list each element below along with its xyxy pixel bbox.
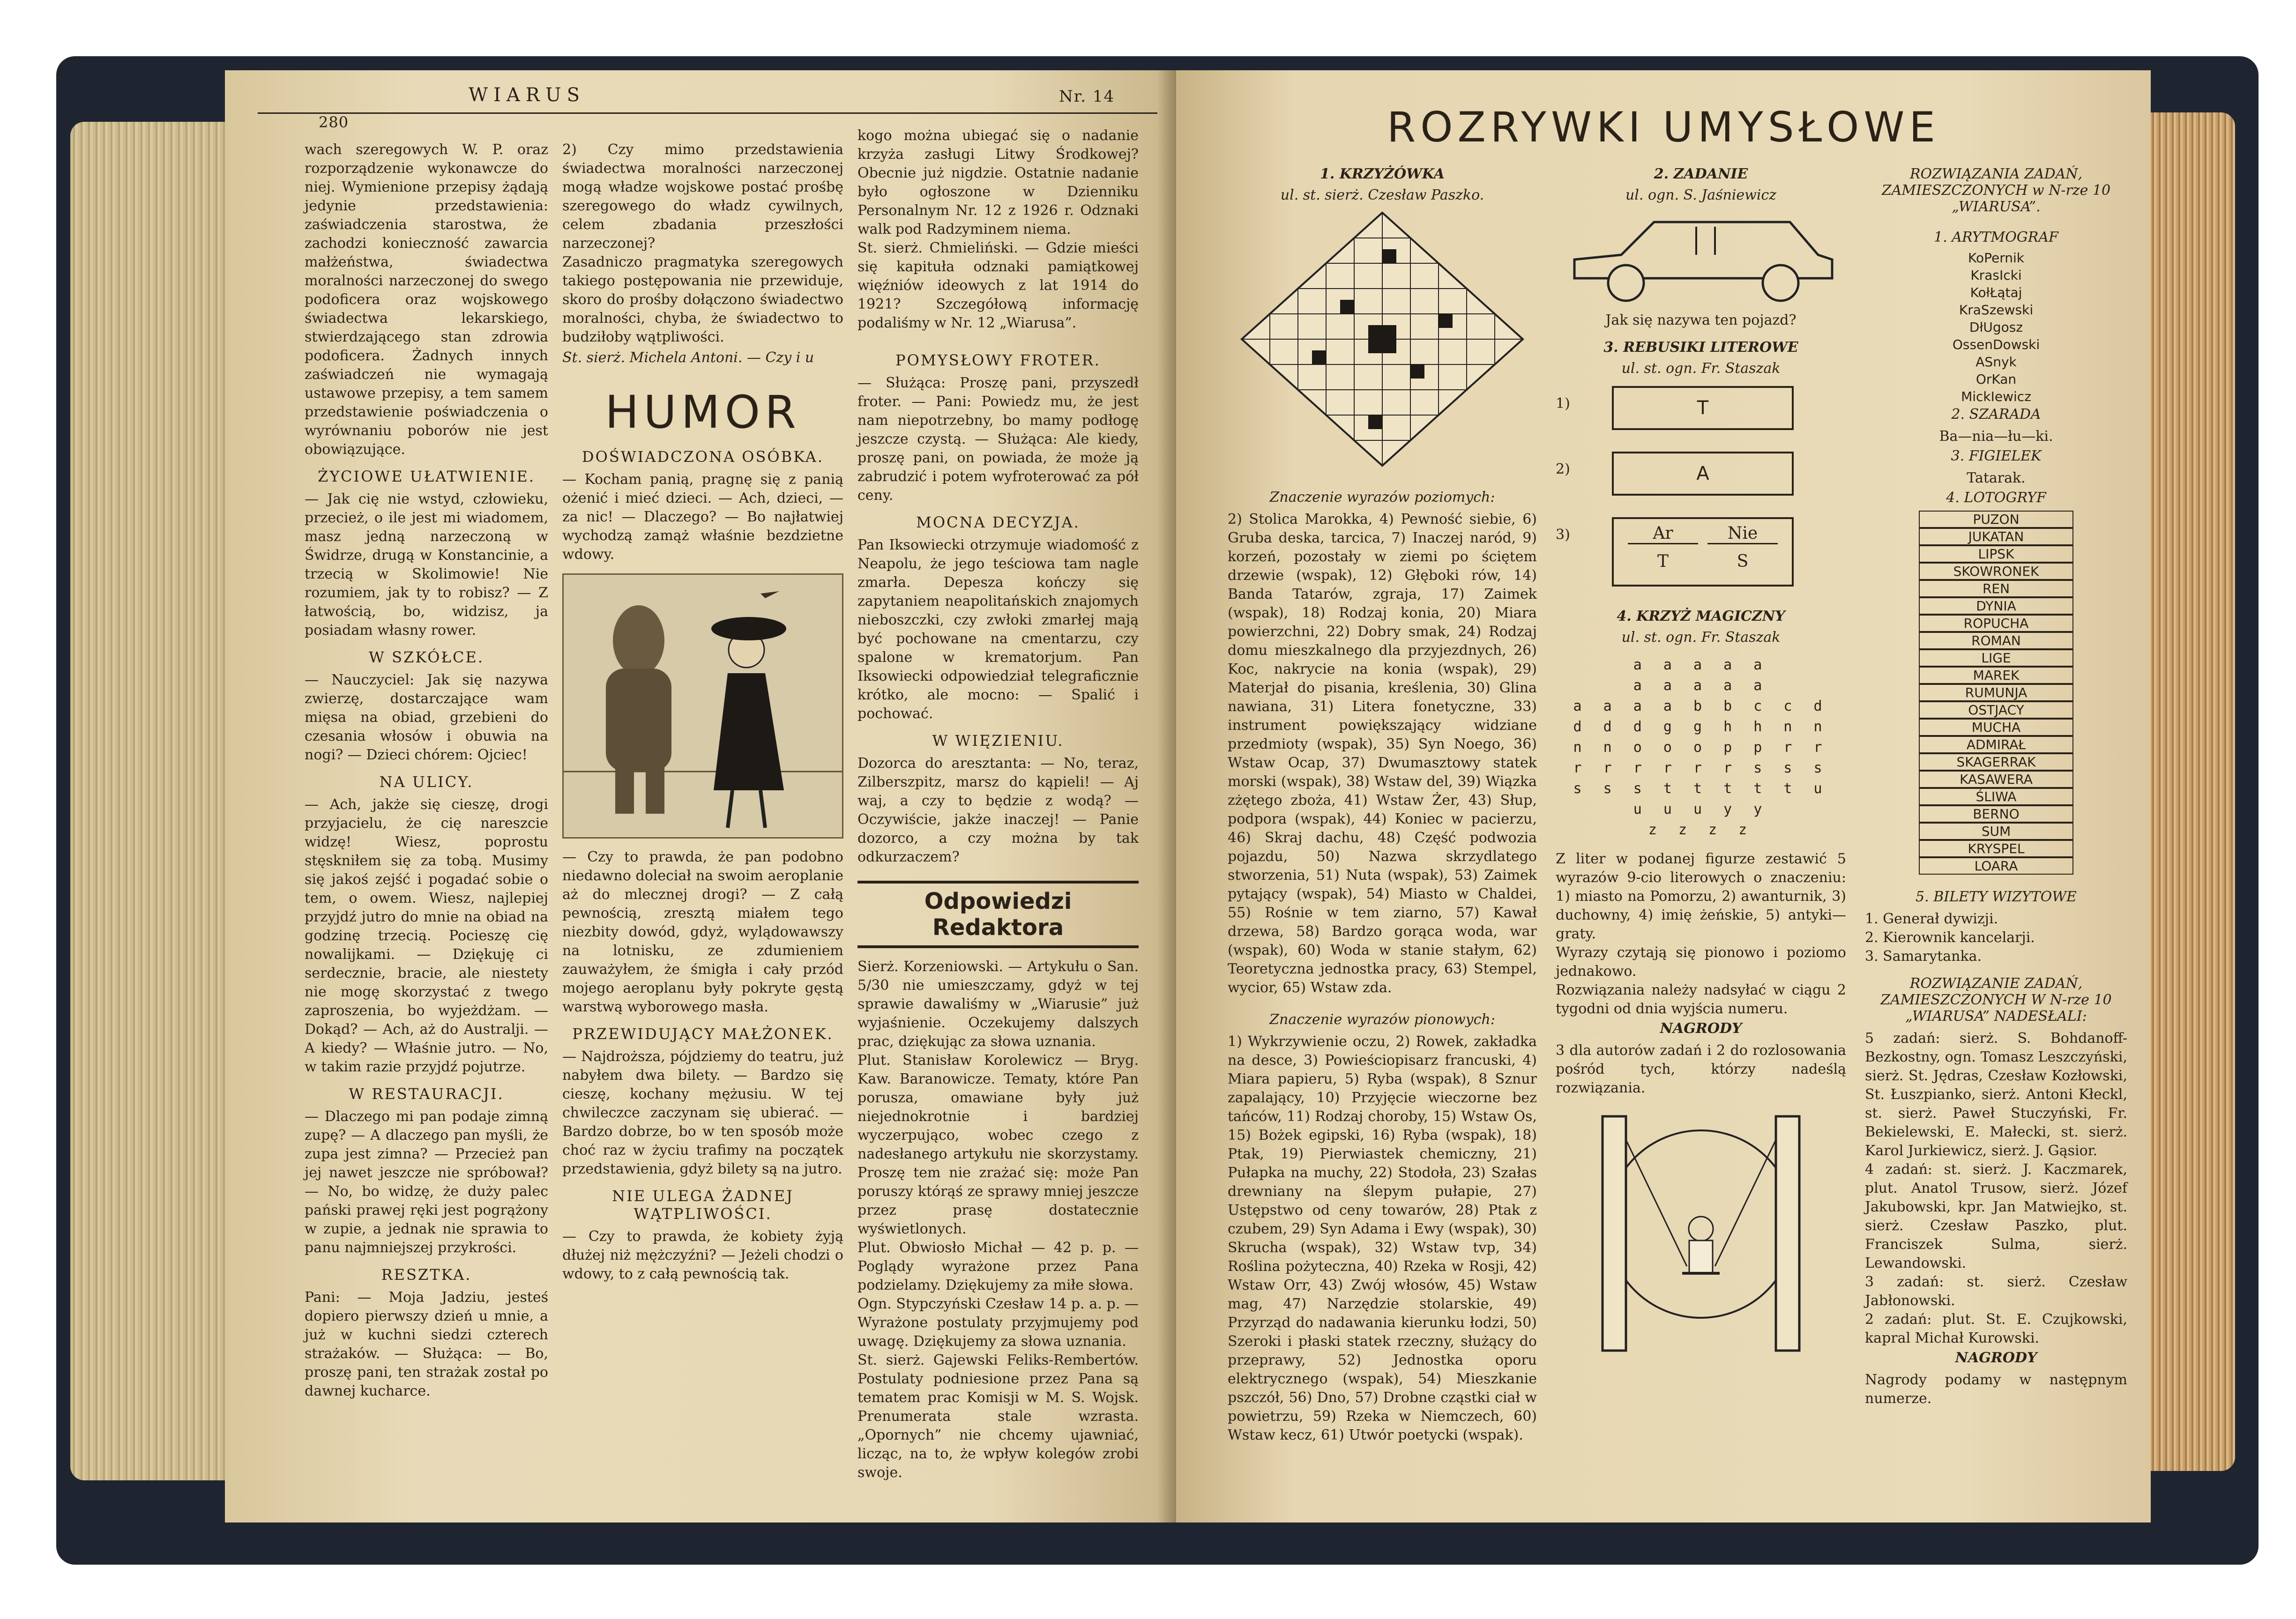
letter-row: a a a a a (1633, 677, 1769, 694)
joke-heading: W SZKÓŁCE. (369, 648, 484, 666)
letter-row: d d d g g h h n n (1573, 719, 1829, 735)
left-page (225, 70, 1176, 1522)
puzzle-heading: 3. REBUSIKI LITEROWE (1603, 339, 1798, 356)
solution-title: 1. ARYTMOGRAF (1934, 229, 2058, 245)
joke-text: — Czy to prawda, że pan podobno niedawno doleciał na swoim aeroplanie aż do mlecznej drogi? — Z całą pewnością, zresztą miałem tego niezbity dowód, gdyż, wylądowawszy na lotnisku, ze zdumieniem zauważyłem, że śmigła i cały przód mojego aeroplanu były pokryte gęstą warstwą wyborowego masła. (562, 849, 843, 1015)
rebus-box-fraction (1612, 517, 1794, 587)
clues-text: 1) Wykrzywienie oczu, 2) Rowek, zakładka na desce, 3) Powieściopisarz francuski, 4) Miara papieru, 5) Ryba (wspak), 8 Sznur zapalający, 10) Przyjęcie wieczorne bez tańców, 11) Rodzaj choroby, 15) Wstaw Os, 15) Bożek egipski, 16) Ryba (wspak), 18) Ptak, 19) Pierwiastek chemiczny, 21) Pułapka na muchy, 22) Stodoła, 23) Szałas drewniany na ślepym pułapie, 27) Ustępstwo od ceny towarów, 28) Ptak z czubem, 29) Syn Adama i Ewy (wspak), 30) Skrucha (wspak), 32) Wstaw tvp, 34) Roślina pożyteczna, 40) Rzeka w Rosji, 42) Wstaw Orr, 43) Zwój włosów, 45) Wstaw mag, 47) Narzędzie stolarskie, 49) Przyrząd do nadawania kierunku łodzi, 50) Szeroki i płaski statek rzeczny, służący do przeprawy, 52) Jednostka oporu elektrycznego (wspak), 54) Mieszkanie pszczół, 56) Dno, 57) Drobne cząstki ciał w powietrzu, 59) Rzeka w Niemczech, 60) Wstaw kecz, 61) Utwór poetycki (wspak). (1228, 1033, 1537, 1443)
solvers-text: 5 zadań: sierż. S. Bohdanoff-Bezkostny, ogn. Tomasz Leszczyński, sierż. St. Jędras, Czesław Kozłowski, St. Łuszpianko, sierż. Antoni Kłeckl, st. sierż. Paweł Stuczyński, Fr. Bekielewski, E. Małecki, st. sierż. Karol Jurkiewicz, sierż. J. Gąsior. (1865, 1030, 2127, 1159)
rebus-number: 2) (1556, 461, 1570, 477)
lotogryf-word: MAREK (1919, 667, 2073, 684)
crossword-diamond (1228, 208, 1537, 470)
solution-title: 5. BILETY WIZYTOWE (1916, 889, 2077, 905)
joke-heading: POMYSŁOWY FROTER. (895, 351, 1101, 369)
joke-heading: ŻYCIOWE UŁATWIENIE. (318, 468, 535, 485)
joke-text: — Jak cię nie wstyd, człowieku, przecież, o ile jest mi wiadomem, masz jedną narzeczoną w Świdrze, drugą w Konstancinie, a trzecią w Skolimowie! Nie rozumiem, jak ty to robisz? — Z łatwością, bo, widzisz, ja posiadam własny rower. (305, 491, 548, 639)
joke-text: — Kocham panią, pragnę się z panią ożenić i mieć dzieci. — Ach, dzieci, — za nic! — Dlaczego? — Bo najłatwiej wychodzą zamąż właśnie bezdzietne wdowy. (562, 471, 843, 563)
rebus-number: 3) (1556, 527, 1570, 543)
intro-text: wach szeregowych W. P. oraz rozporządzenie wykonawcze do niej. Wymienione przepisy żądają jedynie przedstawienia: zaświadczenia starostwa, że zachodzi konieczność zawarcia małżeństwa, świadectwa moralności narzeczonej do swego podoficera oraz wojskowego świadectwa lekarskiego, stwierdzającego stan zdrowia podoficera. Żadnych innych zaświadczeń nie wymagają ustawowe przepisy, a tem samem przedstawienie poświadczenia o wyrównaniu poborów nie jest obowiązujące. (305, 141, 548, 458)
rebus-part: S (1737, 552, 1749, 571)
cartoon-drawing (564, 575, 842, 834)
prizes-heading: NAGRODY (1660, 1020, 1742, 1037)
rebus-part: Nie (1707, 524, 1778, 544)
joke-heading: RESZTKA. (381, 1266, 472, 1284)
solution-text: 2. Kierownik kancelarji. (1865, 929, 2035, 946)
solution-text: 1. Generał dywizji. (1865, 911, 1998, 927)
page-number: 280 (319, 113, 349, 131)
magic-cross-letters (1556, 655, 1846, 840)
cartoon-illustration (562, 573, 843, 839)
puzzle-text: Rozwiązania należy nadsyłać w ciągu 2 tygodni od dnia wyjścia numeru. (1556, 982, 1846, 1017)
answer-text: 2) Czy mimo przedstawienia świadectwa moralności narzeczonej mogą władze wojskowe postać prośbę szeregowego do władz cywilnych, celem zbadania przeszłości narzeczonej? (562, 141, 843, 252)
swing-drawing (1556, 1112, 1846, 1355)
joke-heading: W WIĘZIENIU. (932, 732, 1064, 750)
joke-text: Pan Iksowiecki otrzymuje wiadomość z Neapolu, że jego teściowa tam nagle zmarła. Depesza kończy się zapytaniem neapolitańskich znajomych nieboszczki, czy zwłoki zmarłej mają być pochowane na cmentarzu, czy spalone w krematorjum. Pan Iksowiecki odpowiedział telegraficznie krótko, ale mocno: — Spalić i pochować. (857, 537, 1139, 722)
clues-text: 2) Stolica Marokka, 4) Pewność siebie, 6) Gruba deska, tarcica, 7) Inaczej naród, 9) korzeń, pozostały w ziemi po ściętem drzewie (wspak), 12) Głęboki rów, 14) Banda Tatarów, zgraja, 17) Zaimek (wspak), 18) Rodzaj konia, 20) Miara powierzchni, 22) Dobry smak, 24) Rodzaj domu mieszkalnego dla przyjezdnych, 26) Koc, nakrycie na konia (wspak), 29) Materjał do pisania, kreślenia, 30) Glina nawiana, 31) Litera fonetyczne, 33) instrument powiększający widziane przedmioty (wspak), 35) Syn Noego, 36) Wstaw Ocap, 37) Dwumasztowy statek morski (wspak), 38) Wstaw del, 39) Wiązka zżętego zboża, 41) Wstaw Żer, 43) Słup, podpora (wspak), 44) Koniec w pacierzu, 46) Skraj dachu, 48) Część podwozia pojazdu, 50) Nazwa skrzydlatego stworzenia, 51) Nuta (wspak), 53) Zaimek pytający (wspak), 54) Miasto w Chaldei, 55) Rośnie w tem ziarno, 57) Kawał drzewa, 58) Bardzo gorąca woda, war (wspak), 60) Woda w stanie stałym, 62) Teoretyczna jednostka pracy, 63) Stempel, wycior, 65) Wstaw zda. (1228, 511, 1537, 996)
lotogryf-word: SKOWRONEK (1919, 563, 2073, 580)
puzzle-heading: 1. KRZYŻÓWKA (1320, 166, 1445, 182)
joke-text: — Dlaczego mi pan podaje zimną zupę? — A dlaczego pan myśli, że zupa jest zimna? — Przecież pan jej nawet jeszcze nie spróbował? — No, bo widzę, że duży palec pański prawej ręki jest pogrążony w zupie, a jednak nie sprawia to panu najmniejszej przykrości. (305, 1108, 548, 1256)
joke-text: — Nauczyciel: Jak się nazywa zwierzę, dostarczające wam mięsa na obiad, grzebieni do czesania włosów i obuwia na nogi? — Dzieci chórem: Ojciec! (305, 672, 548, 763)
joke-heading: DOŚWIADCZONA OSÓBKA. (581, 448, 824, 466)
left-col-2 (562, 141, 843, 1284)
right-col-3 (1865, 164, 2127, 1408)
left-col-1 (305, 141, 548, 1401)
solvers-text: 4 zadań: st. sierż. J. Kaczmarek, plut. Anatol Trusow, sierż. Józef Jakubowski, kpr. Jan Matwiejko, st. sierż. Czesław Paszko, plut. Franciszek Sulma, sierż. Lewandowski. (1865, 1161, 2127, 1271)
lotogryf-word: MUCHA (1919, 719, 2073, 736)
arytmograf-word: MickIewicz (1961, 389, 2031, 404)
joke-text: — Ach, jakże się cieszę, drogi przyjacielu, że cię nareszcie widzę! Wiesz, poprostu stęskniłem się za tobą. Musimy się jakoś zejść i pogadać sobie o tem, o owem. Wiesz, najlepiej przyjdź jutro do mnie na obiad na godzinę trzecią. Pocieszę cię nowalijkami. — Dziękuję ci serdecznie, bracie, ale niestety nie mogę skorzystać z twego zaproszenia, bo wyjeżdżam. — Dokąd? — Ach, aż do Australji. — A kiedy? — Właśnie jutro. — No, w takim razie przyjdź pojutrze. (305, 796, 548, 1075)
rebus-box: T (1612, 386, 1794, 430)
puzzle-author: ul. st. sierż. Czesław Paszko. (1280, 187, 1484, 203)
arytmograf-word: KraSzewski (1959, 302, 2034, 318)
joke-heading: MOCNA DECYZJA. (916, 513, 1080, 531)
joke-heading: W RESTAURACJI. (349, 1085, 504, 1103)
answer-text: Plut. Obwiosło Michał — 42 p. p. — Poglądy wyrażone przez Pana podzielamy. Dziękujemy za miłe słowa. (857, 1240, 1139, 1293)
clues-heading: Znaczenie wyrazów pionowych: (1269, 1011, 1495, 1028)
puzzle-question: Jak się nazywa ten pojazd? (1605, 312, 1797, 328)
header-title: WIARUS (469, 84, 586, 106)
lotogryf-word: OSTJACY (1919, 701, 2073, 719)
prizes-heading: NAGRODY (1955, 1350, 2037, 1366)
car-drawing (1556, 208, 1846, 311)
lotogryf-word: REN (1919, 580, 2073, 597)
rebus-part: T (1657, 552, 1669, 571)
page-title: ROZRYWKI UMYSŁOWE (1387, 103, 1940, 151)
editor-answers-title: Odpowiedzi Redaktora (857, 881, 1139, 948)
lotogryf-word: SUM (1919, 823, 2073, 840)
rebus-box: A (1612, 452, 1794, 496)
puzzle-heading: 4. KRZYŻ MAGICZNY (1617, 608, 1785, 624)
puzzle-text: Z liter w podanej figurze zestawić 5 wyrazów 9-cio literowych o znaczeniu: 1) miasto na Pomorzu, 2) awanturnik, 3) duchowny, 4) imię żeńskie, 5) antyki—graty. (1556, 851, 1846, 942)
lotogryf-word: JUKATAN (1919, 528, 2073, 545)
arytmograf-word: OrKan (1975, 371, 2017, 387)
clues-heading: Znaczenie wyrazów poziomych: (1269, 489, 1495, 505)
solution-text: Tatarak. (1967, 470, 2026, 486)
solvers-text: 2 zadań: plut. St. E. Czujkowski, kapral Michał Kurowski. (1865, 1311, 2127, 1346)
right-col-2 (1556, 164, 1846, 1355)
letter-row: u u u y y (1633, 801, 1769, 817)
left-col-3 (857, 126, 1139, 1482)
solution-text: 3. Samarytanka. (1865, 948, 1982, 965)
answer-text: Ogn. Stypczyński Czesław 14 p. a. p. — Wyrażone postulaty przyjmujemy pod uwagę. Dziękujemy za słowa uznania. (857, 1296, 1139, 1350)
arytmograf-word: KoPernik (1968, 250, 2024, 266)
solution-title: 2. SZARADA (1951, 406, 2041, 423)
lotogryf-word: SKAGERRAK (1919, 753, 2073, 771)
lotogryf-word: ROMAN (1919, 632, 2073, 649)
joke-heading: NA ULICY. (379, 773, 474, 791)
header-issue: Nr. 14 (1059, 87, 1115, 106)
right-col-1 (1228, 164, 1537, 1445)
right-page (1176, 70, 2151, 1522)
puzzle-author: ul. st. ogn. Fr. Staszak (1621, 360, 1781, 377)
solvers-heading: ROZWIĄZANIE ZADAŃ, ZAMIESZCZONYCH W N-rze 10 „WIARUSA” NADESŁALI: (1880, 975, 2112, 1025)
arytmograf-word: KrasIcki (1970, 267, 2022, 283)
puzzle-author: ul. ogn. S. Jaśniewicz (1625, 187, 1777, 203)
joke-text: Dozorca do aresztanta: — No, teraz, Zilberszpitz, marsz do kąpieli! — Aj waj, a czy to będzie z wodą? — Oczywiście, jakże inaczej! — Panie dozorco, a czy można by tak odkurzaczem? (857, 755, 1139, 865)
joke-text: — Najdroższa, pójdziemy do teatru, już nabyłem dwa bilety. — Bardzo się cieszę, kochany mężusiu. W tej chwileczce zaczynam się ubierać. — Bardzo dobrze, bo w ten sposób może choć raz w życiu trafimy na początek przedstawienia, gdyż bilety są na jutro. (562, 1048, 843, 1177)
lotogryf-word: PUZON (1919, 511, 2073, 528)
answer-text: kogo można ubiegać się o nadanie krzyża zasługi Litwy Środkowej? Obecnie już nigdzie. Ostatnie nadanie było ogłoszone w Dzienniku Personalnym Nr. 12 z 1926 r. Odznaki walk pod Radzyminem niema. (857, 127, 1139, 238)
answer-text: Plut. Stanisław Korolewicz — Bryg. Kaw. Baranowicze. Tematy, które Pan porusza, omawiane były już niejednokrotnie i bardziej wyczerpująco, wobec czego z nadesłanego artykułu nie skorzystamy. Proszę tem nie zrażać się: może Pan poruszy którąś ze sprawy mniej jeszcze przez prasę dostatecznie wyświetlonych. (857, 1052, 1139, 1237)
puzzle-author: ul. st. ogn. Fr. Staszak (1621, 629, 1781, 646)
letter-row: a a a a b b c c d (1573, 698, 1829, 714)
lotogryf-word: KRYSPEL (1919, 840, 2073, 857)
header-rule (258, 112, 1157, 114)
left-page-edges (70, 122, 248, 1480)
puzzle-text: Wyrazy czytają się pionowo i poziomo jednakowo. (1556, 944, 1846, 980)
letter-row: z z z z (1648, 822, 1754, 838)
answer-text: Sierż. Korzeniowski. — Artykułu o San. 5/30 nie umieszczamy, gdyż w tej sprawie dawaliśmy w „Wiarusie” już wyjaśnienie. Oczekujemy dalszych prac, dziękując za słowa uznania. (857, 958, 1139, 1050)
letter-row: r r r r r r s s s (1573, 760, 1829, 776)
solvers-text: 3 zadań: st. sierż. Czesław Jabłonowski. (1865, 1274, 2127, 1309)
rebus-part: Ar (1628, 524, 1698, 544)
answer-text: St. sierż. Chmieliński. — Gdzie mieści się kapituła odznaki pamiątkowej więźniów ideowych z lat 1914 do 1921? Szczegółową informację podaliśmy w Nr. 12 „Wiarusa”. (857, 240, 1139, 331)
joke-text: — Czy to prawda, że kobiety żyją dłużej niż mężczyźni? — Jeżeli chodzi o wdowy, to z całą pewnością tak. (562, 1228, 843, 1282)
answer-text: St. sierż. Michela Antoni. — Czy i u (562, 349, 814, 366)
lotogryf-word: RUMUNJA (1919, 684, 2073, 701)
letter-row: n n o o o p p r r (1573, 739, 1829, 756)
joke-text: Pani: — Moja Jadziu, jesteś dopiero pierwszy dzień u mnie, a już w kuchni siedzi czterech strażaków. — Służąca: — Bo, proszę pani, ten strażak został po dawnej kucharce. (305, 1289, 548, 1399)
arytmograf-word: DłUgosz (1969, 319, 2023, 335)
lotogryf-word: KASAWERA (1919, 771, 2073, 788)
lotogryf-word: LIPSK (1919, 545, 2073, 563)
prizes-text: Nagrody podamy w następnym numerze. (1865, 1372, 2127, 1407)
arytmograf-word: KołŁątaj (1970, 285, 2022, 300)
rebus-area (1556, 381, 1846, 606)
rebus-number: 1) (1556, 395, 1570, 412)
lotogryf-word: ROPUCHA (1919, 615, 2073, 632)
lotogryf-word: LOARA (1919, 857, 2073, 875)
right-page-edges (2137, 112, 2235, 1471)
swing-illustration (1556, 1112, 1846, 1355)
lotogryf-list (1919, 511, 2073, 875)
joke-heading: PRZEWIDUJĄCY MAŁŻONEK. (572, 1025, 834, 1043)
joke-heading: NIE ULEGA ŻADNEJ WĄTPLIWOŚCI. (612, 1187, 794, 1223)
letter-row: a a a a a (1633, 657, 1769, 673)
lotogryf-word: BERNO (1919, 805, 2073, 823)
arytmograf-word: OssenDowski (1952, 337, 2040, 352)
arytmograf-word: ASnyk (1975, 354, 2017, 370)
solutions-heading: ROZWIĄZANIA ZADAŃ, ZAMIESZCZONYCH w N-rze 10 „WIARUSA”. (1881, 166, 2111, 215)
crossword-grid (1228, 208, 1537, 470)
prizes-text: 3 dla autorów zadań i 2 do rozlosowania pośród tych, którzy nadeślą rozwiązania. (1556, 1042, 1846, 1096)
lotogryf-word: DYNIA (1919, 597, 2073, 615)
solution-text: Ba—nia—łu—ki. (1939, 428, 2053, 445)
car-illustration (1556, 208, 1846, 311)
letter-row: s s s t t t t t u (1573, 780, 1829, 797)
answer-text: Zasadniczo pragmatyka szeregowych takiego postępowania nie przewiduje, skoro do prośby dołączono świadectwo moralności, chyba, że świadectwo to budziłoby wątpliwości. (562, 254, 843, 345)
solution-title: 4. LOTOGRYF (1946, 490, 2046, 506)
lotogryf-word: LIGE (1919, 649, 2073, 667)
lotogryf-word: ADMIRAŁ (1919, 736, 2073, 753)
humor-title: HUMOR (605, 386, 801, 438)
arytmograf-list (1865, 250, 2127, 404)
lotogryf-word: ŚLIWA (1919, 788, 2073, 805)
joke-text: — Służąca: Proszę pani, przyszedł froter. — Pani: Powiedz mu, że jest nam niepotrzebny, bo mamy podłogę jeszcze czystą. — Służąca: Ale kiedy, proszę pani, on powiada, że może ją zabrudzić i potem wyfroterować za pół ceny. (857, 375, 1139, 504)
answer-text: St. sierż. Gajewski Feliks-Rembertów. Postulaty podniesione przez Pana są tematem prac Komisji w M. S. Wojsk. Prenumerata stale wzrasta. „Opornych” nie chcemy ujawniać, licząc, na to, że wpływ kolegów zrobi swoje. (857, 1352, 1139, 1481)
solution-title: 3. FIGIELEK (1951, 448, 2042, 464)
puzzle-heading: 2. ZADANIE (1654, 166, 1748, 182)
